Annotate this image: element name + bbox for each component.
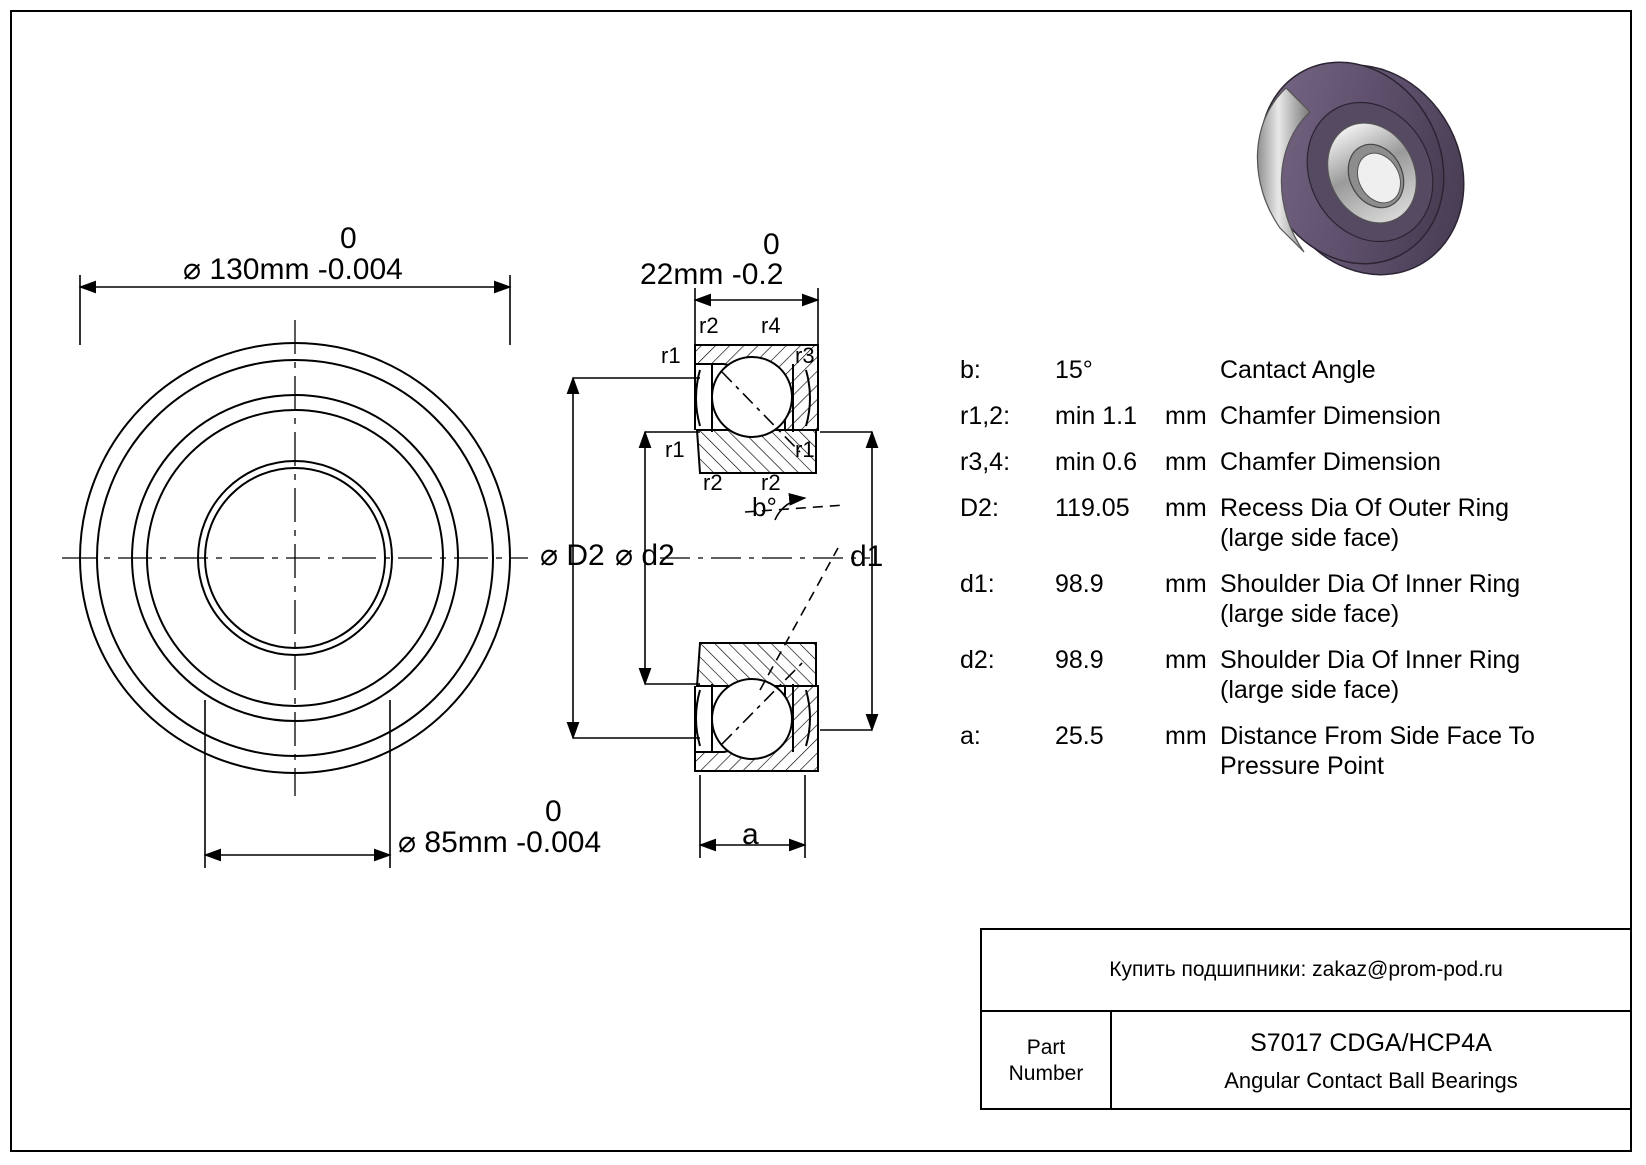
- width-tol-upper: 0: [763, 228, 780, 261]
- spec-symbol: a:: [960, 722, 981, 750]
- spec-desc-line2: (large side face): [1220, 524, 1400, 552]
- spec-desc-line1: Cantact Angle: [1220, 356, 1376, 384]
- spec-unit: mm: [1165, 448, 1207, 476]
- spec-description: [1220, 569, 1580, 629]
- bore-tol-lower: -0.004: [516, 826, 602, 859]
- width-dimension: [640, 258, 783, 292]
- width-tol-lower: -0.2: [731, 258, 784, 291]
- dim-d1-label: d1: [850, 540, 884, 573]
- chamfer-r2-top: r2: [699, 313, 719, 338]
- spec-symbol: d1:: [960, 570, 995, 598]
- dim-d2-label: ⌀ d2: [615, 539, 675, 572]
- od-tol-lower: -0.004: [317, 253, 403, 286]
- spec-unit: mm: [1165, 402, 1207, 430]
- title-block-contact-row: [982, 930, 1630, 1012]
- spec-description: [1220, 401, 1580, 431]
- spec-value: 98.9: [1055, 570, 1104, 598]
- spec-desc-line1: Recess Dia Of Outer Ring: [1220, 494, 1509, 522]
- dim-D2-label: ⌀ D2: [540, 539, 605, 572]
- spec-row: [960, 401, 1580, 431]
- spec-unit: mm: [1165, 646, 1207, 674]
- chamfer-r1-midleft: r1: [665, 437, 685, 462]
- spec-row: [960, 447, 1580, 477]
- spec-desc-line1: Shoulder Dia Of Inner Ring: [1220, 646, 1521, 674]
- bore-tol-upper: 0: [545, 795, 562, 828]
- bore-dimension: [398, 825, 601, 860]
- part-number-value: S7017 CDGA/HCP4A: [1250, 1028, 1492, 1057]
- spec-desc-line1: Shoulder Dia Of Inner Ring: [1220, 570, 1521, 598]
- spec-description: [1220, 493, 1580, 553]
- chamfer-r1-topleft: r1: [661, 343, 681, 368]
- part-number-values: [1112, 1012, 1630, 1110]
- chamfer-r2-lowright: r2: [761, 470, 781, 495]
- bore-value: 85mm: [424, 826, 508, 859]
- contact-angle-label: b°: [752, 492, 777, 522]
- spec-value: 119.05: [1055, 494, 1130, 522]
- chamfer-r3-topright: r3: [795, 343, 815, 368]
- spec-desc-line2: (large side face): [1220, 600, 1400, 628]
- width-value: 22mm: [640, 258, 724, 291]
- od-tol-upper: 0: [340, 222, 357, 255]
- title-block: [980, 928, 1632, 1110]
- spec-value: min 0.6: [1055, 448, 1137, 476]
- chamfer-r2-lowleft: r2: [703, 470, 723, 495]
- contact-email-text: Купить подшипники: zakaz@prom-pod.ru: [1109, 958, 1503, 981]
- spec-description: [1220, 645, 1580, 705]
- specification-table: [960, 355, 1580, 797]
- spec-unit: mm: [1165, 722, 1207, 750]
- spec-value: 15°: [1055, 356, 1093, 384]
- spec-value: 25.5: [1055, 722, 1104, 750]
- part-number-label: [982, 1012, 1112, 1110]
- spec-symbol: D2:: [960, 494, 999, 522]
- part-label-line2: Number: [1008, 1062, 1084, 1085]
- spec-symbol: r1,2:: [960, 402, 1011, 430]
- spec-desc-line1: Chamfer Dimension: [1220, 448, 1441, 476]
- spec-symbol: r3,4:: [960, 448, 1011, 476]
- spec-symbol: d2:: [960, 646, 995, 674]
- spec-desc-line1: Chamfer Dimension: [1220, 402, 1441, 430]
- title-block-part-row: [982, 1012, 1630, 1110]
- spec-row: [960, 569, 1580, 629]
- od-value: 130mm: [209, 253, 310, 286]
- spec-desc-line2: Pressure Point: [1220, 752, 1384, 780]
- spec-desc-line1: Distance From Side Face To: [1220, 722, 1535, 750]
- spec-unit: mm: [1165, 494, 1207, 522]
- dia-symbol-od: ⌀: [183, 253, 202, 286]
- part-type-value: Angular Contact Ball Bearings: [1224, 1067, 1518, 1093]
- spec-description: [1220, 721, 1580, 781]
- spec-description: [1220, 447, 1580, 477]
- spec-row: [960, 721, 1580, 781]
- spec-symbol: b:: [960, 356, 981, 384]
- spec-desc-line2: (large side face): [1220, 676, 1400, 704]
- spec-unit: mm: [1165, 570, 1207, 598]
- spec-value: 98.9: [1055, 646, 1104, 674]
- spec-row: [960, 645, 1580, 705]
- dim-a-label: a: [742, 818, 759, 851]
- dia-symbol-bore: ⌀: [398, 826, 417, 859]
- bearing-3d-render: [1225, 30, 1499, 309]
- chamfer-r4-top: r4: [761, 313, 781, 338]
- part-label-line1: Part: [1026, 1036, 1066, 1059]
- chamfer-r1-midright: r1: [795, 437, 815, 462]
- spec-value: min 1.1: [1055, 402, 1137, 430]
- od-dimension: [183, 252, 403, 287]
- spec-row: [960, 493, 1580, 553]
- spec-row: [960, 355, 1580, 385]
- spec-description: [1220, 355, 1580, 385]
